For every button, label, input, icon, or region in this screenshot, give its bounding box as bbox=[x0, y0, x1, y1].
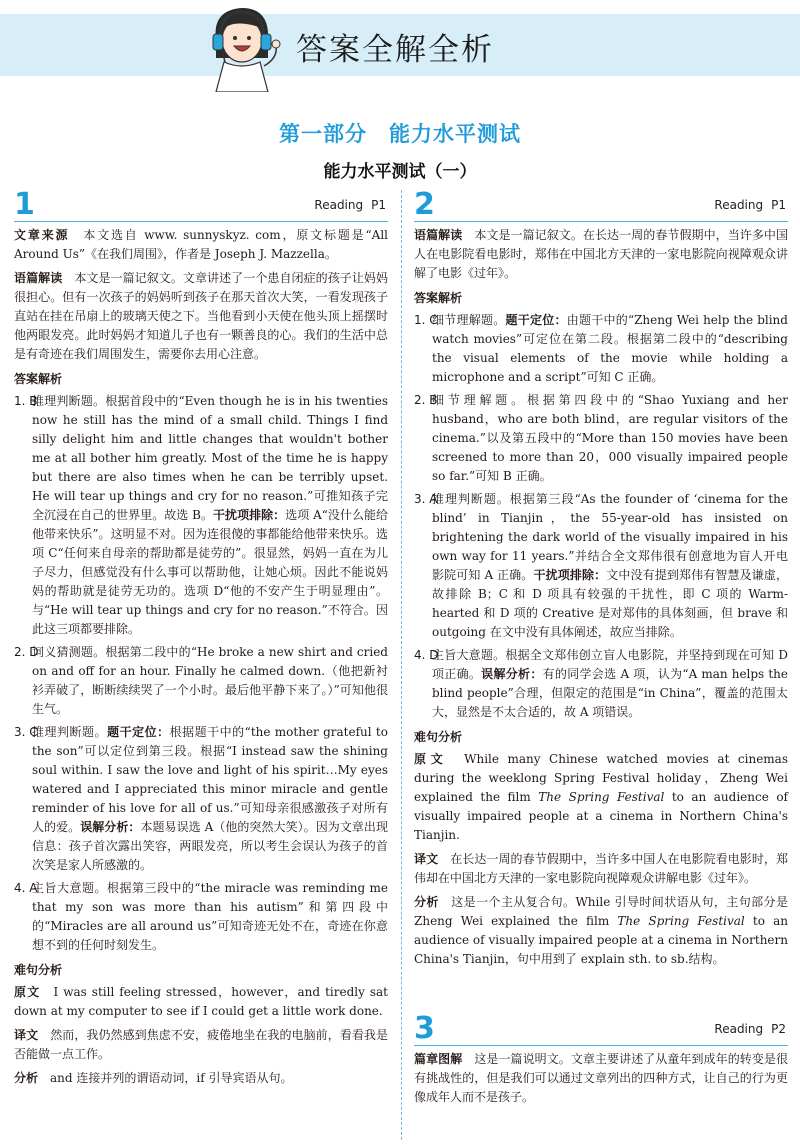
label: 题干定位： bbox=[505, 313, 567, 327]
item-number: 2. D bbox=[14, 645, 39, 659]
text: 主旨大意题。根据全文郑伟创立盲人电影院，并坚持到现在可知 D 项正确。 bbox=[432, 648, 788, 681]
reading-label: Reading bbox=[314, 198, 364, 212]
label: 文章来源 bbox=[14, 228, 70, 242]
text: 推理判断题。根据第三段“As the founder of ‘cinema for the blind’ in Tianjin，the 55-year-old has insisted on brightening the dark world of the visually impaired in his own way for 11 years.”并结合全文郑伟很有创意地为盲人开电影院可知 A 正确。 bbox=[432, 492, 788, 582]
answer-item bbox=[414, 646, 788, 722]
section-3-header bbox=[414, 1011, 788, 1046]
label: 译文 bbox=[14, 1028, 39, 1042]
text: and 连接并列的谓语动词，if 引导宾语从句。 bbox=[50, 1071, 293, 1085]
label: 误解分析： bbox=[481, 667, 543, 681]
section-rule bbox=[414, 1045, 788, 1046]
text: to an audience of visually impaired people at a cinema in Northern China's Tianjin. bbox=[414, 790, 788, 842]
analysis bbox=[414, 893, 788, 969]
text: to an audience of visually impaired people at a cinema in Northern China's Tianjin，句中用到了 explain sth. to sb.结构。 bbox=[414, 914, 788, 966]
text: 选项 A“没什么能给他带来快乐”。这明显不对。因为连很傻的事都能给他带来快乐。选项 C“任何来自母亲的帮助都是徒劳的”。很显然，妈妈一直在为儿子尽力，但感觉没有什么事可以帮助他，让她心烦。因此不能说妈妈的帮助就是徒劳无功的。选项 D“他的不安产生于明显理由”。与“He will tear up things and cry for no reason.”不符合。因此这三项都要排除。 bbox=[32, 508, 388, 636]
page-title: 答案全解全析 bbox=[296, 32, 494, 68]
item-number: 1. C bbox=[414, 313, 438, 327]
item-number: 3. C bbox=[14, 725, 38, 739]
item-number: 4. D bbox=[414, 648, 439, 662]
answer-item bbox=[14, 879, 388, 955]
section-1-header bbox=[14, 187, 388, 222]
text: 根据题干中的“the mother grateful to the son”可以定位到第三段。根据“I instead saw the shining soul within. I saw the love and light of his spirit…My eyes watered and I appreciated this minor miracle and gentle reminder of his love for all of us.”可知母亲很感激孩子对所有人的爱。 bbox=[32, 725, 388, 834]
text: 词义猜测题。根据第二段中的“He broke a new shirt and cried on and off for an hour. Finally he calmed down.（他把新衬衫弄破了，断断续续哭了一个小时。最后他平静下来了。）”可知他很生气。 bbox=[32, 645, 388, 716]
column-divider bbox=[401, 190, 402, 1140]
text: 主旨大意题。根据第三段中的“the miracle was reminding me that my son was more than his autism”和第四段中的“Miracles are all around us”可知奇迹无处不在，奇迹在你意想不到的任何时刻发生。 bbox=[32, 881, 388, 952]
section-1-body bbox=[14, 226, 388, 1093]
difficult-sentence-heading: 难句分析 bbox=[414, 730, 463, 744]
passage-summary bbox=[414, 226, 788, 283]
test-title: 能力水平测试（一） bbox=[323, 162, 477, 182]
text: 文中没有提到郑伟有智慧及谦虚，故排除 B；C 和 D 项具有较强的干扰性，即 C 项的 Warm-hearted 和 D 项的 Creative 是对郑伟的具体刻画，但 brave 和 outgoing 在文中没有具体阐述，故应当排除。 bbox=[432, 568, 788, 639]
section-2-header bbox=[414, 187, 788, 222]
reading-page-label bbox=[306, 198, 386, 212]
answer-item bbox=[414, 490, 788, 642]
film-title: The Spring Festival bbox=[538, 790, 665, 804]
text: 本文是一篇记叙文。文章讲述了一个患自闭症的孩子让妈妈很担心。但有一次孩子的妈妈听到孩子在那天首次大笑，一看发现孩子直站在挂在吊扇上的玻璃天使之下。当他看到小天使在他头顶上摇摆时他两眼发亮。此时妈妈才知道儿子也有一颗善良的心。我们的生活中总是有奇迹在我们周围发生，需要你去用心注意。 bbox=[14, 271, 388, 361]
text: 推理判断题。根据首段中的“Even though he is in his twenties now he still has the mind of a small child. Things I find silly delight him and little changes that wouldn't bother me at all bother him greatly. Most of the time he is happy but there are also times when he can be terribly upset. He will tear up things and cry for no reason.”可推知孩子完全沉浸在自己的世界里。故选 B。 bbox=[32, 394, 388, 522]
label: 篇章图解 bbox=[414, 1052, 463, 1066]
text: 然而，我仍然感到焦虑不安，疲倦地坐在我的电脑前，看看我是否能做一点工作。 bbox=[14, 1028, 388, 1061]
translation bbox=[14, 1026, 388, 1064]
section-2-body bbox=[414, 226, 788, 974]
answer-item bbox=[414, 391, 788, 486]
text: 在长达一周的春节假期中，当许多中国人在电影院看电影时，郑伟却在中国北方天津的一家电影院向视障观众讲解电影《过年》。 bbox=[414, 852, 788, 885]
original-sentence bbox=[14, 983, 388, 1021]
item-number: 3. A bbox=[414, 492, 438, 506]
label: 原文 bbox=[14, 985, 41, 999]
text: 细节理解题。 bbox=[432, 313, 506, 327]
label: 干扰项排除： bbox=[213, 508, 286, 522]
page-label: P2 bbox=[771, 1022, 786, 1036]
answer-item bbox=[14, 392, 388, 639]
film-title: The Spring Festival bbox=[617, 914, 745, 928]
text: 这是一篇说明文。文章主要讲述了从童年到成年的转变是很有挑战性的，但是我们可以通过文章列出的四种方式，让自己的行为更像成年人而不是孩子。 bbox=[414, 1052, 788, 1104]
answers-heading: 答案解析 bbox=[414, 291, 463, 305]
label: 语篇解读 bbox=[14, 271, 63, 285]
answer-item bbox=[414, 311, 788, 387]
text: 细节理解题。根据第四段中的“Shao Yuxiang and her husband，who are both blind，are regular visitors of the cinema.”以及第五段中的“More than 150 movies have been screened to more than 20，000 visually impaired people so far.”可知 B 正确。 bbox=[432, 393, 788, 483]
reading-page-label bbox=[706, 198, 786, 212]
analysis bbox=[14, 1069, 388, 1088]
label: 语篇解读 bbox=[414, 228, 463, 242]
label: 原文 bbox=[414, 752, 448, 766]
answers-heading: 答案解析 bbox=[14, 372, 63, 386]
item-number: 1. B bbox=[14, 394, 38, 408]
section-number: 1 bbox=[14, 187, 35, 222]
text: 本题易误选 A（他的突然大笑）。因为文章出现信息：孩子首次露出笑容，两眼发亮，所以考生会误认为孩子的首次笑是家人所感激的。 bbox=[32, 820, 388, 872]
part-title: 第一部分 能力水平测试 bbox=[279, 122, 521, 146]
label: 分析 bbox=[414, 895, 439, 909]
original-sentence bbox=[414, 750, 788, 845]
label: 干扰项排除： bbox=[533, 568, 607, 582]
item-number: 4. A bbox=[14, 881, 38, 895]
passage-summary bbox=[14, 269, 388, 364]
answer-item bbox=[14, 723, 388, 875]
mascot-girl-headphones-icon bbox=[198, 0, 288, 92]
section-number: 3 bbox=[414, 1011, 435, 1046]
article-source bbox=[14, 226, 388, 264]
label: 误解分析： bbox=[80, 820, 141, 834]
page-label: P1 bbox=[771, 198, 786, 212]
page-label: P1 bbox=[371, 198, 386, 212]
text: 推理判断题。 bbox=[32, 725, 108, 739]
section-rule bbox=[414, 221, 788, 222]
text: 这是一个主从复合句。While 引导时间状语从句，主句部分是 Zheng Wei explained the film bbox=[414, 895, 788, 928]
answer-item bbox=[14, 643, 388, 719]
reading-label: Reading bbox=[714, 198, 764, 212]
page-header bbox=[0, 0, 800, 88]
label: 题干定位： bbox=[107, 725, 170, 739]
section-number: 2 bbox=[414, 187, 435, 222]
text: 由题干中的“Zheng Wei help the blind watch movies”可定位在第二段。根据第二段中的“describing the visual elements of the movie while holding a microphone and a script”可知 C 正确。 bbox=[432, 313, 788, 384]
section-3-body bbox=[414, 1050, 788, 1112]
text: 本文选自 www. sunnyskyz. com，原文标题是“All Around Us”《在我们周围》，作者是 Joseph J. Mazzella。 bbox=[14, 228, 388, 261]
item-number: 2. B bbox=[414, 393, 438, 407]
section-rule bbox=[14, 221, 388, 222]
text: While many Chinese watched movies at cinemas during the weeklong Spring Festival holiday，Zheng Wei explained the film bbox=[414, 752, 788, 804]
passage-diagram-summary bbox=[414, 1050, 788, 1107]
label: 译文 bbox=[414, 852, 439, 866]
text: 有的同学会选 A 项，认为“A man helps the blind people”合理，但限定的范围是“in China”，覆盖的范围太大，显然是不太合适的，故 A 项错误。 bbox=[432, 667, 788, 719]
reading-label: Reading bbox=[714, 1022, 764, 1036]
label: 分析 bbox=[14, 1071, 39, 1085]
difficult-sentence-heading: 难句分析 bbox=[14, 963, 63, 977]
text: 本文是一篇记叙文。在长达一周的春节假期中，当许多中国人在电影院看电影时，郑伟在中国北方天津的一家电影院向视障观众讲解了电影《过年》。 bbox=[414, 228, 788, 280]
translation bbox=[414, 850, 788, 888]
text: I was still feeling stressed，however，and tiredly sat down at my computer to see if I could get a little work done. bbox=[14, 985, 388, 1018]
reading-page-label bbox=[706, 1022, 786, 1036]
